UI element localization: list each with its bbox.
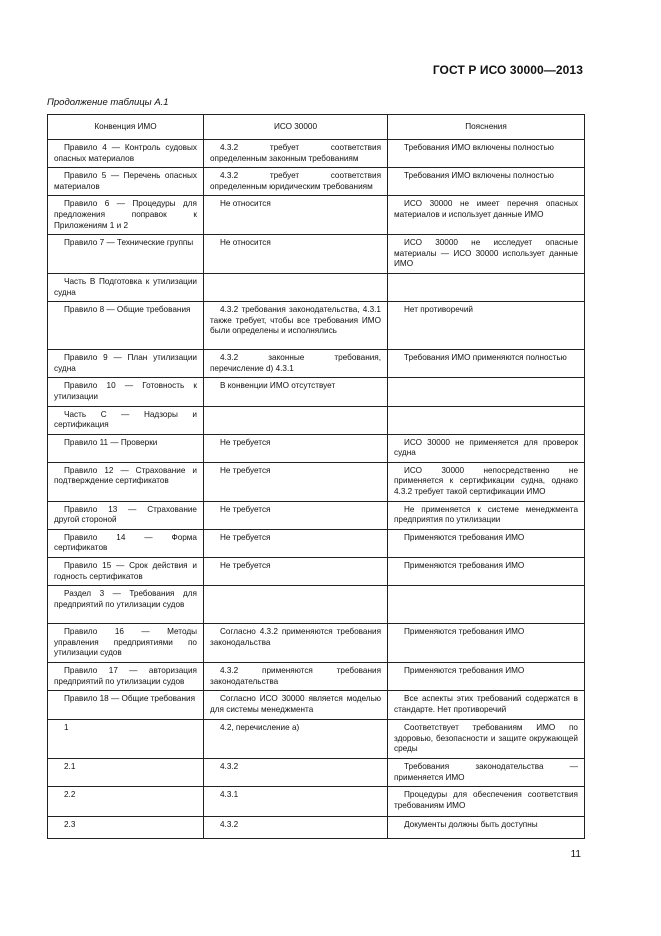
table-row (48, 529, 585, 557)
table-row (48, 720, 585, 759)
document-header-title: ГОСТ Р ИСО 30000—2013 (432, 63, 583, 77)
table-row (48, 787, 585, 817)
cell-notes: ИСО 30000 не исследует опасные материалы — ИСО 30000 использует данные ИМО (388, 235, 585, 274)
cell-iso-30000: Не требуется (204, 558, 388, 586)
cell-notes: Нет противоречий (388, 302, 585, 350)
table-row (48, 558, 585, 586)
cell-notes: Применяются требования ИМО (388, 663, 585, 691)
cell-iso-30000: Не требуется (204, 501, 388, 529)
cell-iso-30000: 4.3.2 требует соответствия определенным законным требованиям (204, 140, 388, 168)
table-row (48, 462, 585, 501)
table-row (48, 168, 585, 196)
cell-imo-convention: Правило 11 — Проверки (48, 434, 204, 462)
cell-notes: Документы должны быть доступны (388, 817, 585, 839)
cell-imo-convention: Правило 8 — Общие требования (48, 302, 204, 350)
cell-imo-convention: Правило 17 — авторизация предприятий по утилизации судов (48, 663, 204, 691)
cell-imo-convention: Часть В Подготовка к утилизации судна (48, 273, 204, 301)
page-number: 11 (570, 849, 581, 860)
cell-iso-30000: 4.3.2 (204, 817, 388, 839)
table-row (48, 691, 585, 720)
cell-imo-convention: Часть С — Надзоры и сертификация (48, 406, 204, 434)
table-row (48, 663, 585, 691)
cell-notes (388, 273, 585, 301)
cell-imo-convention: Правило 7 — Технические группы (48, 235, 204, 274)
cell-notes (388, 378, 585, 406)
cell-imo-convention: 1 (48, 720, 204, 759)
cell-iso-30000: 4.3.2 законные требования, перечисление d) 4.3.1 (204, 350, 388, 378)
cell-iso-30000 (204, 586, 388, 624)
cell-iso-30000: 4.3.2 (204, 758, 388, 786)
comparison-table (47, 114, 585, 839)
cell-notes: Применяются требования ИМО (388, 624, 585, 663)
cell-notes: Требования законодательства — применяется ИМО (388, 758, 585, 786)
table-row (48, 235, 585, 274)
cell-iso-30000 (204, 273, 388, 301)
table-row (48, 586, 585, 624)
cell-notes: Не применяется к системе менеджмента предприятия по утилизации (388, 501, 585, 529)
cell-notes: Соответствует требованиям ИМО по здоровью, безопасности и защите окружающей среды (388, 720, 585, 759)
cell-notes: ИСО 30000 не применяется для проверок судна (388, 434, 585, 462)
table-caption: Продолжение таблицы А.1 (47, 97, 169, 108)
cell-imo-convention: Правило 16 — Методы управления предприятиями по утилизации судов (48, 624, 204, 663)
cell-imo-convention: Правило 14 — Форма сертификатов (48, 529, 204, 557)
table-row (48, 624, 585, 663)
cell-notes: ИСО 30000 не имеет перечня опасных материалов и использует данные ИМО (388, 196, 585, 235)
cell-notes: Применяются требования ИМО (388, 529, 585, 557)
cell-iso-30000: Не относится (204, 235, 388, 274)
table-header-row (48, 115, 585, 140)
cell-imo-convention: Правило 13 — Страхование другой стороной (48, 501, 204, 529)
cell-iso-30000: В конвенции ИМО отсутствует (204, 378, 388, 406)
cell-notes: Применяются требования ИМО (388, 558, 585, 586)
cell-imo-convention: Правило 6 — Процедуры для предложения поправок к Приложениям 1 и 2 (48, 196, 204, 235)
cell-imo-convention: Правило 4 — Контроль судовых опасных материалов (48, 140, 204, 168)
table-row (48, 434, 585, 462)
table-row (48, 140, 585, 168)
cell-notes (388, 586, 585, 624)
column-header-iso: ИСО 30000 (204, 115, 388, 140)
cell-iso-30000: Не требуется (204, 462, 388, 501)
cell-notes: Требования ИМО применяются полностью (388, 350, 585, 378)
table-row (48, 302, 585, 350)
table-row (48, 817, 585, 839)
cell-iso-30000: Не требуется (204, 434, 388, 462)
table-row (48, 350, 585, 378)
cell-iso-30000: 4.3.1 (204, 787, 388, 817)
cell-imo-convention: 2.3 (48, 817, 204, 839)
cell-imo-convention: Правило 5 — Перечень опасных материалов (48, 168, 204, 196)
cell-notes: Требования ИМО включены полностью (388, 140, 585, 168)
cell-iso-30000: 4.3.2 требования законодательства, 4.3.1 также требует, чтобы все требования ИМО были определены и исполнялись (204, 302, 388, 350)
table-row (48, 196, 585, 235)
cell-iso-30000: 4.3.2 применяются требования законодательства (204, 663, 388, 691)
cell-imo-convention: Правило 9 — План утилизации судна (48, 350, 204, 378)
cell-iso-30000: Согласно ИСО 30000 является моделью для системы менеджмента (204, 691, 388, 720)
cell-imo-convention: Раздел 3 — Требования для предприятий по утилизации судов (48, 586, 204, 624)
cell-iso-30000 (204, 406, 388, 434)
cell-iso-30000: 4.3.2 требует соответствия определенным юридическим требованиям (204, 168, 388, 196)
cell-iso-30000: Не требуется (204, 529, 388, 557)
cell-iso-30000: 4.2, перечисление а) (204, 720, 388, 759)
cell-imo-convention: 2.2 (48, 787, 204, 817)
table-row (48, 406, 585, 434)
cell-imo-convention: Правило 15 — Срок действия и годность сертификатов (48, 558, 204, 586)
cell-notes: Все аспекты этих требований содержатся в стандарте. Нет противоречий (388, 691, 585, 720)
cell-notes: Процедуры для обеспечения соответствия требованиям ИМО (388, 787, 585, 817)
cell-imo-convention: Правило 18 — Общие требования (48, 691, 204, 720)
cell-notes (388, 406, 585, 434)
cell-iso-30000: Не относится (204, 196, 388, 235)
table-row (48, 501, 585, 529)
table-row (48, 273, 585, 301)
cell-imo-convention: 2.1 (48, 758, 204, 786)
cell-imo-convention: Правило 12 — Страхование и подтверждение сертификатов (48, 462, 204, 501)
table-row (48, 758, 585, 786)
cell-imo-convention: Правило 10 — Готовность к утилизации (48, 378, 204, 406)
column-header-notes: Пояснения (388, 115, 585, 140)
cell-notes: Требования ИМО включены полностью (388, 168, 585, 196)
column-header-imo: Конвенция ИМО (48, 115, 204, 140)
cell-iso-30000: Согласно 4.3.2 применяются требования законодальства (204, 624, 388, 663)
cell-notes: ИСО 30000 непосредственно не применяется к сертификации судна, однако 4.3.2 требует такой сертификации ИМО (388, 462, 585, 501)
table-row (48, 378, 585, 406)
